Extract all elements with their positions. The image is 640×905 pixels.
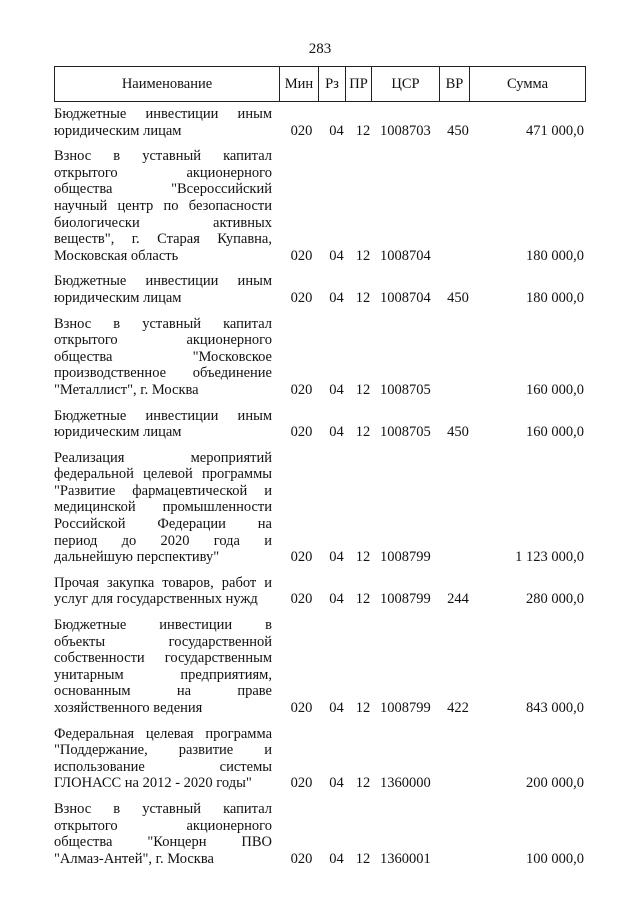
cell-pr: 12 (355, 591, 371, 608)
table-row (54, 408, 585, 441)
cell-csr: 1008799 (380, 591, 431, 608)
row-values (54, 248, 585, 265)
header-sum: Сумма (470, 67, 586, 102)
cell-rz: 04 (329, 700, 344, 716)
page-number: 283 (308, 41, 332, 57)
row-name-line: "Металлист", г. Москва (54, 381, 199, 398)
table-row (54, 801, 585, 867)
cell-min: 020 (290, 700, 313, 716)
cell-csr: 1008703 (380, 122, 431, 139)
cell-sum: 160 000,0 (526, 424, 584, 441)
cell-vr: 450 (447, 424, 469, 441)
row-name-line: "Развитие фармацевтической и (54, 482, 272, 499)
row-name-line: открытого акционерного (54, 817, 272, 834)
row-name-line: Бюджетные инвестиции иным (54, 273, 272, 290)
header-pr: ПР (346, 67, 372, 102)
row-values (54, 851, 585, 868)
cell-vr: 422 (447, 700, 469, 716)
cell-sum: 1 123 000,0 (515, 549, 584, 566)
row-name-line: дальнейшую перспективу" (54, 549, 220, 566)
row-name-line: Взнос в уставный капитал (54, 800, 272, 817)
row-name-line: ГЛОНАСС на 2012 - 2020 годы" (54, 775, 252, 792)
cell-csr: 1008704 (380, 247, 431, 264)
header-rz: Рз (319, 67, 346, 102)
cell-pr: 12 (355, 700, 371, 716)
row-name-line: общества "Всероссийский (54, 181, 272, 198)
row-name-line: Взнос в уставный капитал (54, 148, 272, 165)
row-name-line: общества "Московское (54, 348, 272, 365)
budget-rows (54, 106, 585, 867)
cell-rz: 04 (329, 247, 344, 264)
row-name-line: научный центр по безопасности (54, 197, 272, 214)
row-name-line: юридическим лицам (54, 122, 182, 139)
cell-pr: 12 (355, 549, 371, 566)
row-name-line: унитарным предприятиям, (54, 666, 272, 683)
header-min: Мин (280, 67, 319, 102)
cell-csr: 1008799 (380, 700, 431, 716)
cell-csr: 1360001 (380, 850, 431, 867)
table-row (54, 273, 585, 306)
cell-sum: 180 000,0 (526, 289, 584, 306)
cell-pr: 12 (355, 289, 371, 306)
row-values (54, 775, 585, 792)
row-name-line: веществ", г. Старая Купавна, (54, 231, 272, 248)
header-csr: ЦСР (372, 67, 440, 102)
cell-rz: 04 (329, 289, 344, 306)
row-name-line: "Поддержание, развитие и (54, 742, 272, 759)
cell-pr: 12 (355, 122, 371, 139)
cell-min: 020 (290, 850, 313, 867)
cell-min: 020 (290, 775, 313, 792)
row-name-line: федеральной целевой программы (54, 466, 272, 483)
cell-rz: 04 (329, 591, 344, 608)
row-name-line: Прочая закупка товаров, работ и (54, 574, 272, 591)
row-name-line: Бюджетные инвестиции иным (54, 407, 272, 424)
cell-min: 020 (290, 424, 313, 441)
cell-pr: 12 (355, 381, 371, 398)
table-row (54, 316, 585, 399)
table-row (54, 726, 585, 792)
cell-vr: 450 (447, 289, 469, 306)
row-name-line: объекты государственной (54, 633, 272, 650)
row-name-line: "Алмаз-Антей", г. Москва (54, 850, 214, 867)
row-name-line: Федеральная целевая программа (54, 725, 272, 742)
row-name-line: услуг для государственных нужд (54, 591, 258, 608)
header-name: Наименование (55, 67, 280, 102)
table-row (54, 148, 585, 264)
row-name-line: открытого акционерного (54, 332, 272, 349)
cell-rz: 04 (329, 850, 344, 867)
row-name-line: Взнос в уставный капитал (54, 315, 272, 332)
row-name-line: юридическим лицам (54, 424, 182, 441)
row-name-line: Реализация мероприятий (54, 449, 272, 466)
cell-min: 020 (290, 549, 313, 566)
cell-sum: 843 000,0 (526, 700, 584, 716)
row-name-line: открытого акционерного (54, 164, 272, 181)
row-name-line: основанным на праве (54, 683, 272, 700)
cell-rz: 04 (329, 424, 344, 441)
row-name-line: Бюджетные инвестиции в (54, 617, 272, 634)
cell-sum: 280 000,0 (526, 591, 584, 608)
cell-min: 020 (290, 122, 313, 139)
cell-sum: 100 000,0 (526, 850, 584, 867)
row-values (54, 123, 585, 140)
cell-csr: 1008704 (380, 289, 431, 306)
row-values (54, 424, 585, 441)
cell-pr: 12 (355, 850, 371, 867)
row-values (54, 549, 585, 566)
cell-sum: 160 000,0 (526, 381, 584, 398)
row-values (54, 382, 585, 399)
cell-min: 020 (290, 591, 313, 608)
cell-pr: 12 (355, 424, 371, 441)
row-name-line: хозяйственного ведения (54, 700, 203, 716)
header-vr: ВР (440, 67, 470, 102)
cell-pr: 12 (355, 775, 371, 792)
cell-min: 020 (290, 247, 313, 264)
row-name-line: производственное объединение (54, 365, 272, 382)
cell-sum: 180 000,0 (526, 247, 584, 264)
cell-csr: 1008705 (380, 424, 431, 441)
cell-rz: 04 (329, 775, 344, 792)
row-name-line: Российской Федерации на (54, 516, 272, 533)
row-name-line: использование системы (54, 758, 272, 775)
table-row (54, 617, 585, 717)
table-row (54, 575, 585, 608)
cell-vr: 244 (447, 591, 469, 608)
cell-pr: 12 (355, 247, 371, 264)
cell-min: 020 (290, 289, 313, 306)
row-values (54, 290, 585, 307)
row-name-line: медицинской промышленности (54, 499, 272, 516)
cell-csr: 1008705 (380, 381, 431, 398)
row-name-line: Бюджетные инвестиции иным (54, 106, 272, 122)
cell-min: 020 (290, 381, 313, 398)
table-row (54, 106, 585, 139)
cell-csr: 1008799 (380, 549, 431, 566)
cell-vr: 450 (447, 122, 469, 139)
row-name-line: Московская область (54, 247, 179, 264)
row-values (54, 700, 585, 717)
row-name-line: общества "Концерн ПВО (54, 834, 272, 851)
table-header (54, 66, 586, 102)
cell-sum: 471 000,0 (526, 122, 584, 139)
cell-rz: 04 (329, 381, 344, 398)
cell-sum: 200 000,0 (526, 775, 584, 792)
cell-rz: 04 (329, 549, 344, 566)
row-name-line: юридическим лицам (54, 289, 182, 306)
row-name-line: биологически активных (54, 214, 272, 231)
table-row (54, 450, 585, 566)
row-name-line: собственности государственным (54, 650, 272, 667)
row-name-line: период до 2020 года и (54, 532, 272, 549)
cell-rz: 04 (329, 122, 344, 139)
cell-csr: 1360000 (380, 775, 431, 792)
row-values (54, 591, 585, 608)
